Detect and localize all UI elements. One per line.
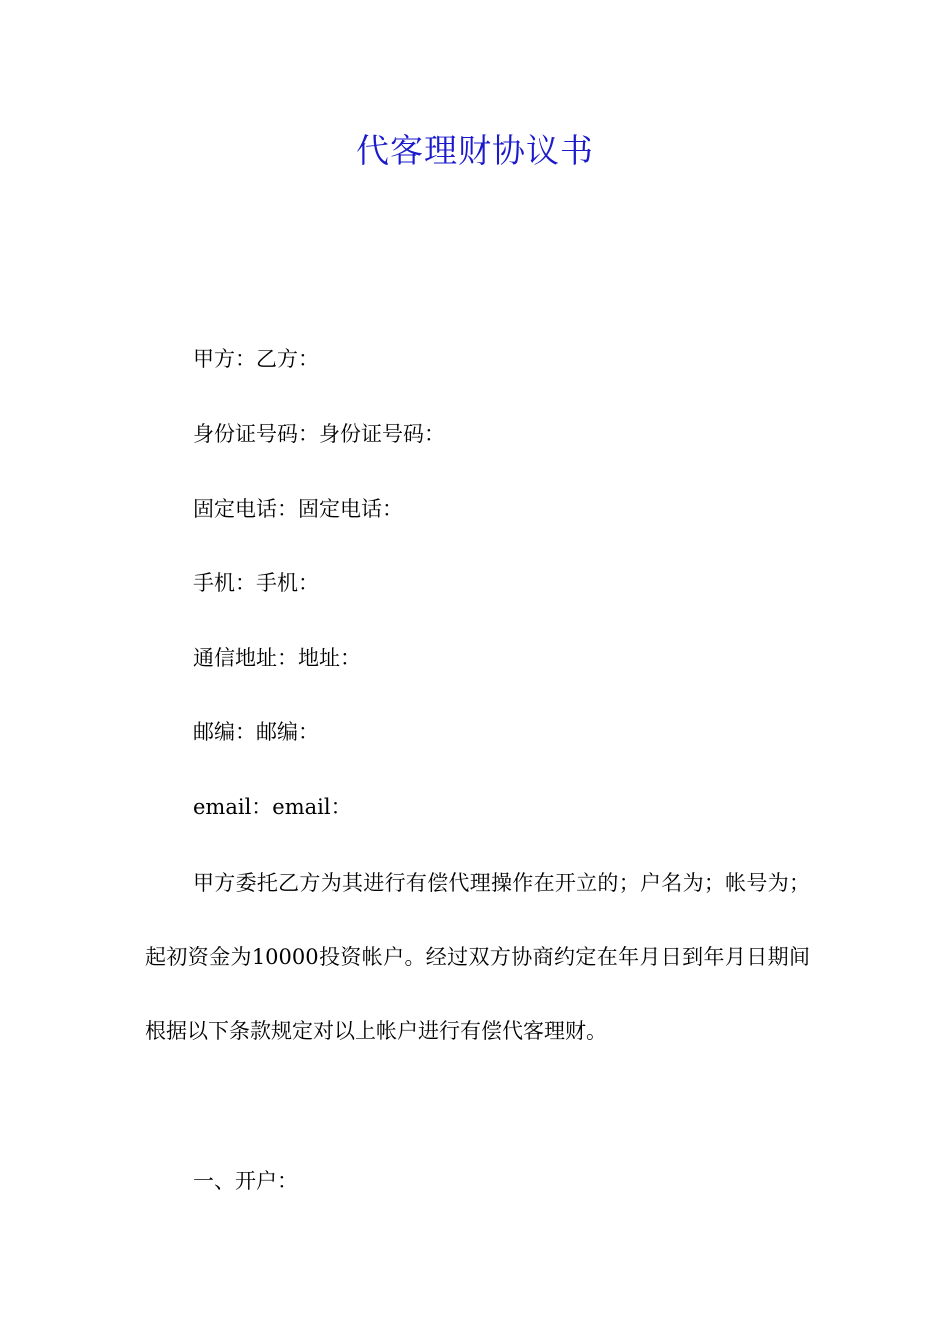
postcode-line: 邮编：邮编： <box>193 720 319 744</box>
email-line: email：email： <box>193 795 352 819</box>
document-title: 代客理财协议书 <box>356 131 594 170</box>
party-names-line: 甲方：乙方： <box>193 347 319 371</box>
section-heading-account-opening: 一、开户： <box>193 1169 298 1193</box>
agreement-paragraph: 甲方委托乙方为其进行有偿代理操作在开立的；户名为；帐号为；起初资金为10000投资帐户。经过双方协商约定在年月日到年月日期间根据以下条款规定对以上帐户进行有偿代客理财。 <box>145 871 810 1043</box>
mobile-line: 手机：手机： <box>193 571 319 595</box>
id-number-line: 身份证号码：身份证号码： <box>193 422 445 446</box>
address-line: 通信地址：地址： <box>193 646 361 670</box>
landline-line: 固定电话：固定电话： <box>193 497 403 521</box>
